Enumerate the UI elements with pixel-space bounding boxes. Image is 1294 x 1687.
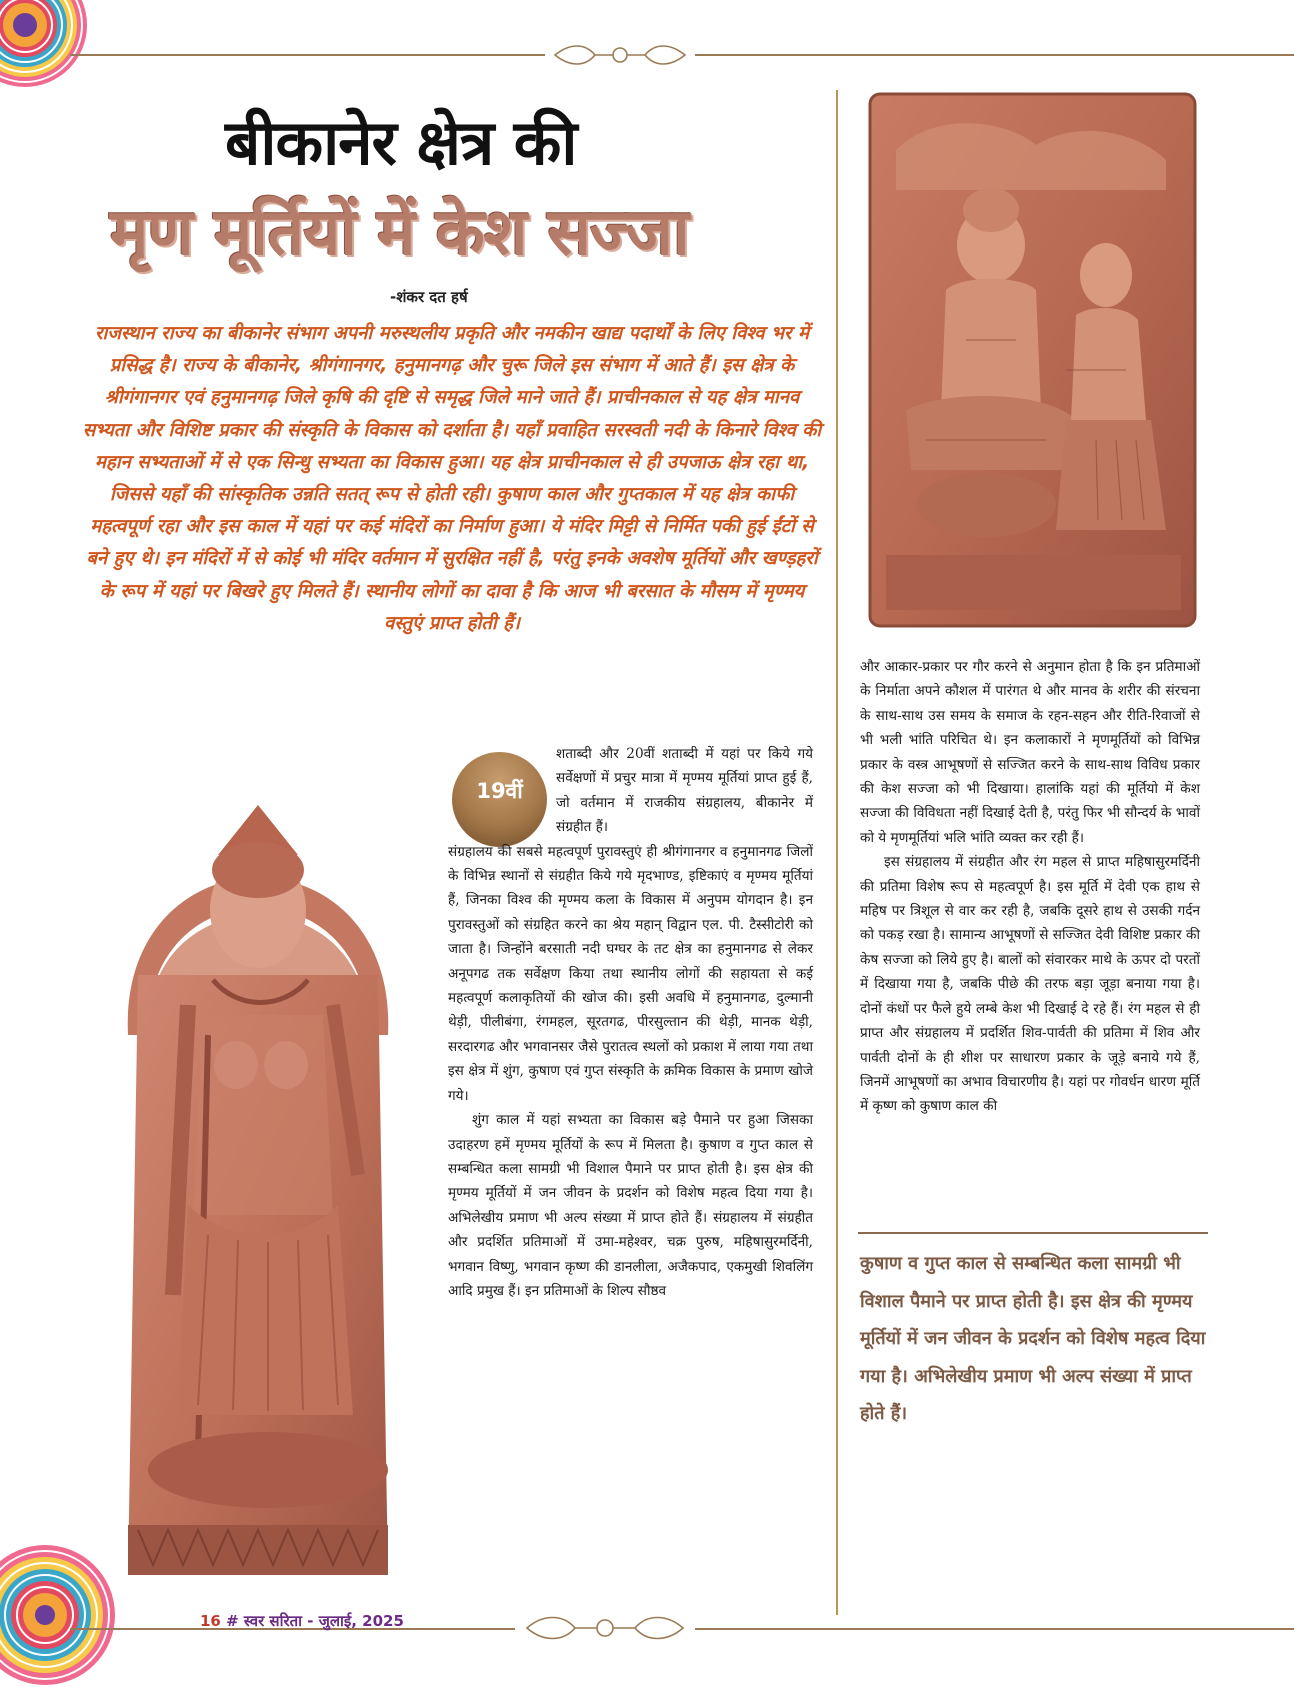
right-column-paragraph-2: इस संग्रहालय में संग्रहीत और रंग महल से प्राप्त महिषासुरमर्दिनी की प्रतिमा विशेष रूप से महत्वपूर्ण है। इस मूर्ति में देवी एक हाथ से महिष पर त्रिशूल से वार कर रही है, जबकि दूसरे हाथ से उसकी गर्दन को पकड़ रखा है। सामान्य आभूषणों से सज्जित देवी विशिष्ट प्रकार की केष सज्जा को लिये हुए है। बालों को संवारकर माथे के ऊपर दो परतों में दिखाया गया है, जबकि पीछे की तरफ बड़ा जूड़ा बनाया गया है। दोनों कंधों पर फैले हुये लम्बे केश भी दिखाई दे रहे हैं। रंग महल से ही प्राप्त और संग्रहालय में प्रदर्शित शिव-पार्वती की प्रतिमा में शिव और पार्वती दोनों के ही शीश पर साधारण प्रकार के जूड़े बनाये गये हैं, जिनमें आभूषणों का अभाव विचारणीय है। यहां पर गोवर्धन धारण मूर्ति में कृष्ण को कुषाण काल की [860, 854, 1200, 1115]
page-footer [200, 1611, 404, 1631]
middle-column-paragraph-2: शुंग काल में यहां सभ्यता का विकास बड़े पैमाने पर हुआ जिसका उदाहरण हमें मृण्मय मूर्तियों के रूप में मिलता है। कुषाण व गुप्त काल से सम्बन्धित कला सामग्री भी विशाल पैमाने पर प्राप्त होती है। इस क्षेत्र की मृण्मय मूर्तियों में जन जीवन के प्रदर्शन को विशेष महत्व दिया गया है। अभिलेखीय प्रमाण भी अल्प संख्या में प्राप्त होते हैं। संग्रहालय में संग्रहीत और प्रदर्शित प्रतिमाओं में उमा-महेश्वर, चक्र पुरुष, महिषासुरमर्दिनी, भगवान विष्णु, भगवान कृष्ण की डानलीला, अजैकपाद, एकमुखी शिवलिंग आदि प्रमुख हैं। इन प्रतिमाओं के शिल्प सौष्ठव [448, 1112, 813, 1299]
column-divider [836, 90, 838, 1615]
mandala-ornament-top-left [0, 0, 120, 120]
middle-column-paragraph-1: संग्रहालय की सबसे महत्वपूर्ण पुरावस्तुएं ही श्रीगंगानगर व हनुमानगढ जिलों के विभिन्न स्थानों से संग्रहीत किये गये मृदभाण्ड, इष्टिकाएं व मृण्मय मूर्तियां हैं, जिनका विश्व की मृण्मय कला के विकास में अनुपम योगदान है। इन पुरावस्तुओं को संग्रहित करने का श्रेय महान् विद्वान एल. पी. टैस्सीटोरी को जाता है। जिन्होंने बरसाती नदी घग्घर के तट क्षेत्र का हनुमानगढ से लेकर अनूपगढ तक सर्वेक्षण किया तथा स्थानीय लोगों की सहायता से कई महत्वपूर्ण कलाकृतियों की खोज की। इसी अवधि में हनुमानगढ, दुल्मानी थेड़ी, पीलीबंगा, रंगमहल, सूरतगढ, पीरसुल्तान की थेड़ी, मानक थेड़ी, सरदारगढ और भगवानसर जैसे पुरातत्व स्थलों को प्रकाश में लाया गया तथा इस क्षेत्र में शुंग, कुषाण एवं गुप्त संस्कृति के क्रमिक विकास के प्रमाण खोजे गये। [448, 843, 813, 1104]
right-column [860, 655, 1200, 1119]
pullquote: कुषाण व गुप्त काल से सम्बन्धित कला सामग्री भी विशाल पैमाने पर प्राप्त होती है। इस क्षेत्र की मृण्मय मूर्तियों में जन जीवन के प्रदर्शन को विशेष महत्व दिया गया है। अभिलेखीय प्रमाण भी अल्प संख्या में प्राप्त होते हैं। [860, 1253, 1206, 1424]
headline-line-1: बीकानेर क्षेत्र की [225, 106, 577, 179]
mahishasuramardini-terracotta-photo [88, 735, 428, 1595]
top-flourish-ornament [545, 38, 695, 72]
headline-line-2: मृण मूर्तियों में केश सज्जा [110, 196, 689, 270]
bottom-flourish-ornament [515, 1610, 695, 1646]
shiva-parvati-terracotta-photo [866, 90, 1199, 630]
intro-paragraph: राजस्थान राज्य का बीकानेर संभाग अपनी मरुस्थलीय प्रकृति और नमकीन खाद्य पदार्थों के लिए विश्व भर में प्रसिद्ध है। राज्य के बीकानेर, श्रीगंगानगर, हनुमानगढ़ और चुरू जिले इस संभाग में आते हैं। इस क्षेत्र के श्रीगंगानगर एवं हनुमानगढ़ जिले कृषि की दृष्टि से समृद्ध जिले माने जाते हैं। प्राचीनकाल से यह क्षेत्र मानव सभ्यता और विशिष्ट प्रकार की संस्कृति के विकास को दर्शाता है। यहाँ प्रवाहित सरस्वती नदी के किनारे विश्व की महान सभ्यताओं में से एक सिन्धु सभ्यता का विकास हुआ। यह क्षेत्र प्राचीनकाल से ही उपजाऊ क्षेत्र रहा था, जिससे यहाँ की सांस्कृतिक उन्नति सतत् रूप से होती रही। कुषाण काल और गुप्तकाल में यह क्षेत्र काफी महत्वपूर्ण रहा और इस काल में यहां पर कई मंदिरों का निर्माण हुआ। ये मंदिर मिट्टी से निर्मित पकी हुई ईंटों से बने हुए थे। इन मंदिरों में से कोई भी मंदिर वर्तमान में सुरक्षित नहीं है, परंतु इनके अवशेष मूर्तियों और खण्ड़हरों के रूप में यहां पर बिखरे हुए मिलते हैं। स्थानीय लोगों का दावा है कि आज भी बरसात के मौसम में मृण्मय वस्तुएं प्राप्त होती हैं। [82, 323, 822, 634]
pullquote-rule [858, 1232, 1208, 1234]
magazine-issue: # स्वर सरिता - जुलाई, 2025 [226, 1612, 404, 1630]
right-column-paragraph-1: और आकार-प्रकार पर गौर करने से अनुमान होता है कि इन प्रतिमाओं के निर्माता अपने कौशल में पारंगत थे और मानव के शरीर की संरचना के साथ-साथ उस समय के समाज के रहन-सहन और रीति-रिवाजों से भी भली भांति परिचित थे। इन कलाकारों ने मृणमूर्तियों को विभिन्न प्रकार के वस्त्र आभूषणों से सज्जित करने के साथ-साथ विविध प्रकार की केश सज्जा को भी दिखाया। हालांकि यहां की मूर्तियो में केश सज्जा की विविधता नहीं दिखाई देती है, परंतु फिर भी सौन्दर्य के भावों को ये मृणमूर्तियां भलि भांति व्यक्त कर रही हैं। [860, 659, 1200, 846]
middle-column [448, 742, 813, 1303]
page-number: 16 [200, 1612, 221, 1630]
middle-column-lead: शताब्दी और 20वीं शताब्दी में यहां पर किये गये सर्वेक्षणों में प्रचुर मात्रा में मृण्मय मूर्तियां प्राप्त हुई हैं, जो वर्तमान में राजकीय संग्रहालय, बीकानेर में संग्रहीत हैं। [556, 746, 813, 836]
dropcap-badge: 19वीं [452, 752, 547, 847]
author-byline: -शंकर दत हर्ष [390, 288, 468, 306]
